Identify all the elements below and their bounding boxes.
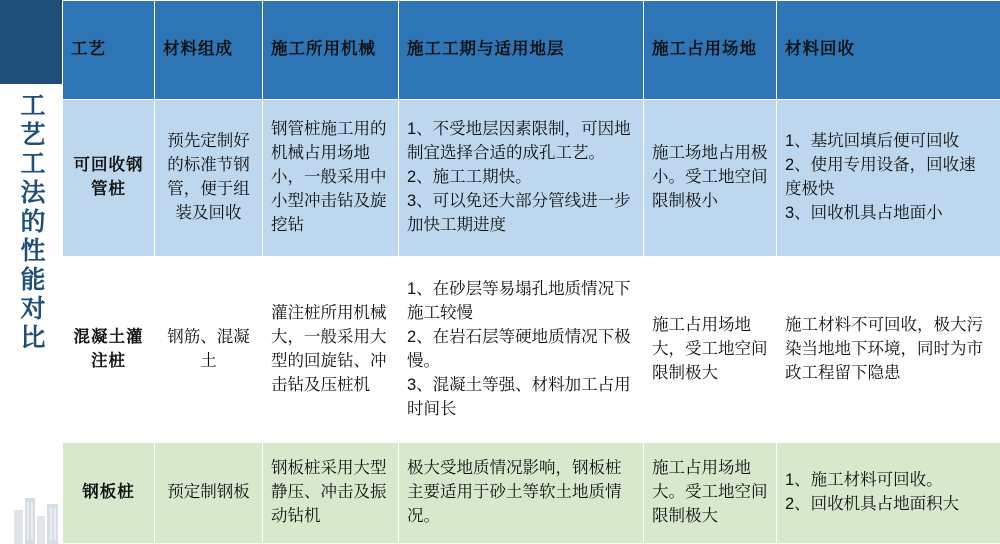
left-title-rail [0, 0, 62, 544]
cell-process: 可回收钢管桩 [63, 100, 155, 257]
cell-material: 预先定制好的标准节钢管，便于组装及回收 [155, 100, 263, 257]
column-header-period: 施工工期与适用地层 [399, 1, 644, 100]
cell-site: 施工场地占用极小。受工地空间限制极小 [644, 100, 777, 257]
cell-period: 1、在砂层等易塌孔地质情况下施工较慢 2、在岩石层等硬地质情况下极慢。 3、混凝土等强、材料加工占用时间长 [399, 257, 644, 443]
comparison-table-wrap [62, 0, 1000, 544]
cell-process: 钢板桩 [63, 443, 155, 544]
cell-recycle: 1、基坑回填后便可回收 2、使用专用设备，回收速度极快 3、回收机具占地面小 [777, 100, 1000, 257]
left-accent-block [0, 0, 62, 84]
cell-period: 1、不受地层因素限制，可因地制宜选择合适的成孔工艺。 2、施工工期快。 3、可以免还大部分管线进一步加快工期进度 [399, 100, 644, 257]
cell-recycle: 1、施工材料可回收。 2、回收机具占地面积大 [777, 443, 1000, 544]
cell-machine: 灌注桩所用机械大，一般采用大型的回旋钻、冲击钻及压桩机 [263, 257, 399, 443]
vertical-page-title: 工艺工法的性能对比 [17, 92, 45, 353]
column-header-recycle: 材料回收 [777, 1, 1000, 100]
cell-machine: 钢板桩采用大型静压、冲击及振动钻机 [263, 443, 399, 544]
table-row [63, 100, 1000, 257]
cell-recycle: 施工材料不可回收，极大污染当地地下环境，同时为市政工程留下隐患 [777, 257, 1000, 443]
column-header-material: 材料组成 [155, 1, 263, 100]
city-skyline-icon [12, 484, 64, 544]
cell-site: 施工占用场地大。受工地空间限制极大 [644, 443, 777, 544]
table-head [63, 1, 1000, 100]
table-header-row [63, 1, 1000, 100]
cell-machine: 钢管桩施工用的机械占用场地小，一般采用中小型冲击钻及旋挖钻 [263, 100, 399, 257]
cell-material: 钢筋、混凝土 [155, 257, 263, 443]
cell-site: 施工占用场地大，受工地空间限制极大 [644, 257, 777, 443]
cell-material: 预定制钢板 [155, 443, 263, 544]
table-row [63, 257, 1000, 443]
comparison-table [62, 0, 1000, 544]
table-row [63, 443, 1000, 544]
cell-period: 极大受地质情况影响，钢板桩主要适用于砂土等软土地质情况。 [399, 443, 644, 544]
table-body [63, 100, 1000, 544]
column-header-machine: 施工所用机械 [263, 1, 399, 100]
column-header-process: 工艺 [63, 1, 155, 100]
cell-process: 混凝土灌注桩 [63, 257, 155, 443]
column-header-site: 施工占用场地 [644, 1, 777, 100]
